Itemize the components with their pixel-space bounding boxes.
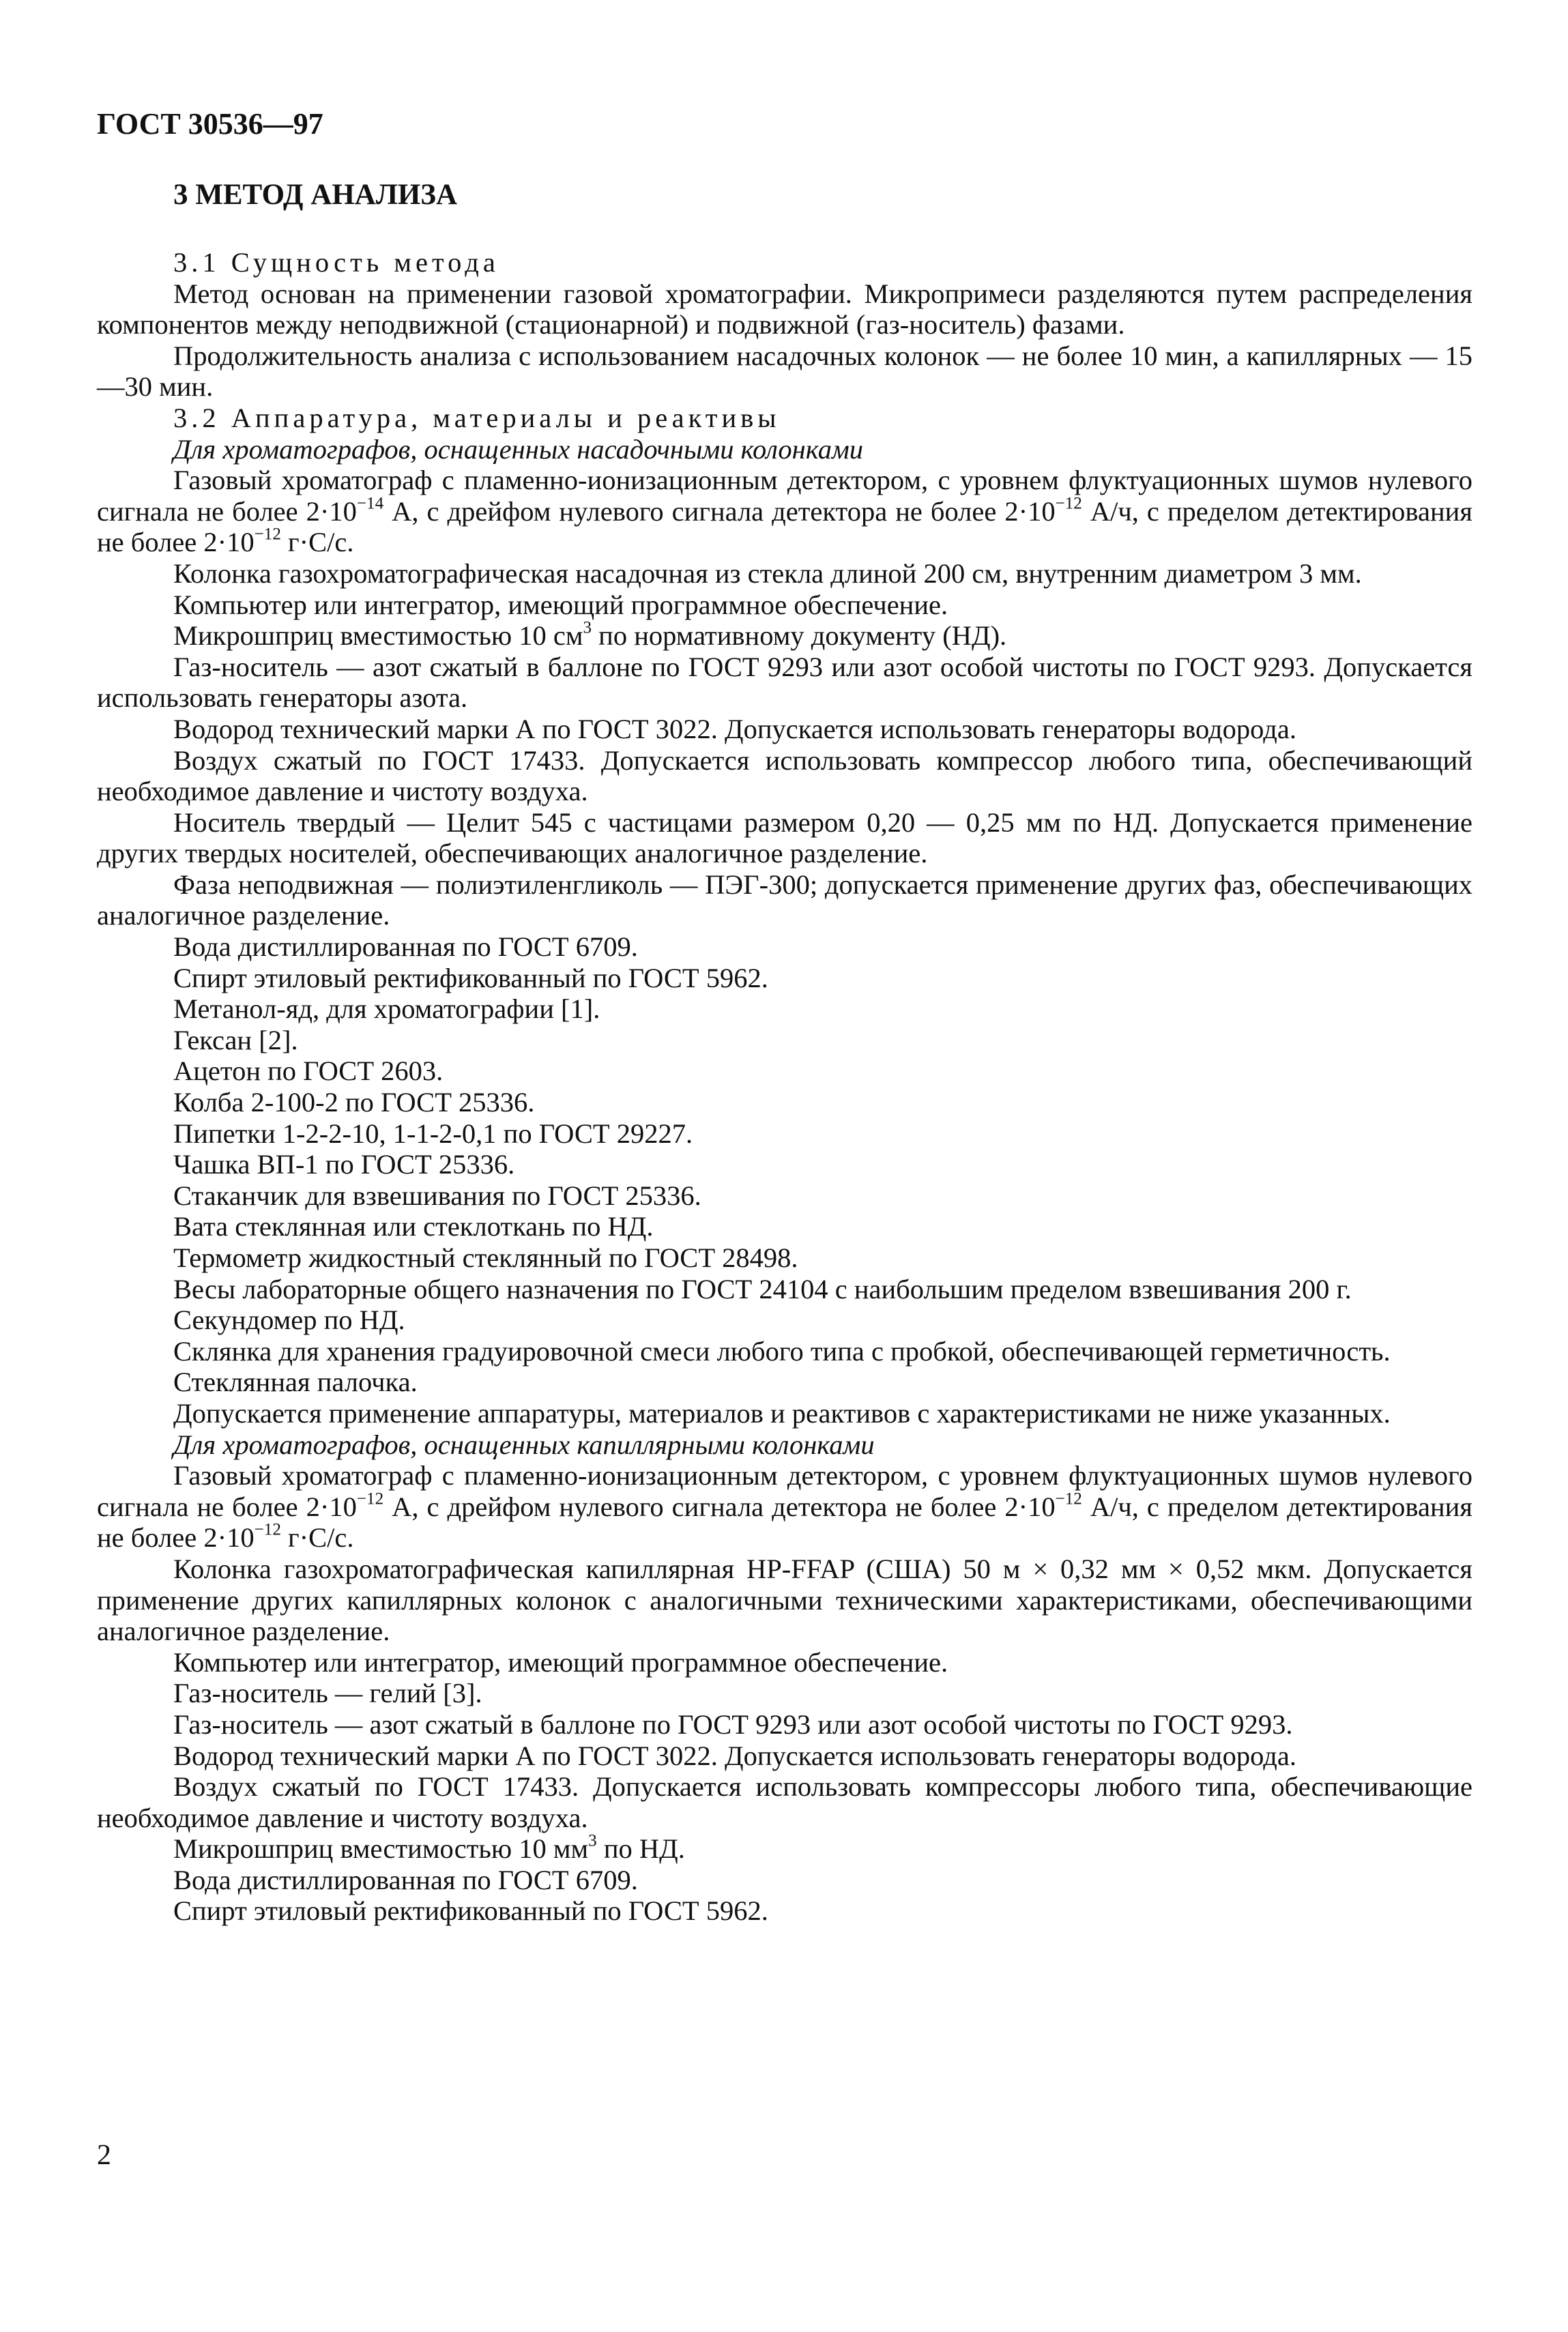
section-title: 3 МЕТОД АНАЛИЗА — [173, 179, 458, 211]
paragraph: Микрошприц вместимостью 10 $мм^3$ по НД. — [173, 1831, 685, 1865]
paragraph: Компьютер или интегратор, имеющий программное обеспечение. — [173, 1646, 948, 1678]
paragraph: Вода дистиллированная по ГОСТ 6709. — [173, 1864, 638, 1895]
paragraph: Микрошприц вместимостью 10 $см^3$ по нормативному документу (НД). — [173, 618, 1007, 652]
paragraph: Водород технический марки А по ГОСТ 3022. Допускается использовать генераторы водорода. — [173, 713, 1296, 744]
paragraph: Чашка ВП-1 по ГОСТ 25336. — [173, 1149, 515, 1180]
italic-subheading: Для хроматографов, оснащенных капиллярными колонками — [173, 1429, 875, 1460]
subsection-heading: 3.1 Сущность метода — [173, 247, 499, 278]
document-code-header: ГОСТ 30536—97 — [97, 107, 323, 141]
paragraph: Пипетки 1-2-2-10, 1-1-2-0,1 по ГОСТ 29227. — [173, 1118, 693, 1149]
paragraph: Колонка газохроматографическая капиллярная HP-FFAP (США) 50 м × 0,32 мм × 0,52 мкм. Допускается применение других капиллярных колонок с аналогичными техническими характеристиками, обеспечивающими аналогичное разделение. — [97, 1553, 1472, 1647]
paragraph: Склянка для хранения градуировочной смеси любого типа с пробкой, обеспечивающей герметичность. — [173, 1335, 1391, 1367]
paragraph: Гексан [2]. — [173, 1024, 298, 1055]
paragraph: Допускается применение аппаратуры, материалов и реактивов с характеристиками не ниже указанных. — [173, 1397, 1391, 1429]
paragraph: Газ-носитель — азот сжатый в баллоне по ГОСТ 9293 или азот особой чистоты по ГОСТ 9293. Допускается использовать генераторы азота. — [97, 651, 1472, 714]
subsection-heading: 3.2 Аппаратура, материалы и реактивы — [173, 402, 781, 433]
paragraph: Секундомер по НД. — [173, 1305, 405, 1336]
italic-subheading: Для хроматографов, оснащенных насадочными колонками — [173, 433, 864, 465]
paragraph: Газовый хроматограф с пламенно-ионизационным детектором, с уровнем флуктуационных шумов нулевого сигнала не более $2\cdot 10^{-12}$ А, с дрейфом нулевого сигнала детектора не более $2\cdot 10^{-12}$ А/ч, с пределом детектирования не более $2\cdot 10^{-12}$ г·С/с. — [97, 1460, 1472, 1554]
paragraph: Газовый хроматограф с пламенно-ионизационным детектором, с уровнем флуктуационных шумов нулевого сигнала не более $2\cdot 10^{-14}$ А, с дрейфом нулевого сигнала детектора не более $2\cdot 10^{-12}$ А/ч, с пределом детектирования не более $2\cdot 10^{-12}$ г·С/с. — [97, 465, 1472, 558]
paragraph: Водород технический марки А по ГОСТ 3022. Допускается использовать генераторы водорода. — [173, 1740, 1296, 1771]
paragraph: Термометр жидкостный стеклянный по ГОСТ 28498. — [173, 1242, 798, 1273]
paragraph: Газ-носитель — гелий [3]. — [173, 1678, 482, 1709]
paragraph: Фаза неподвижная — полиэтиленгликоль — ПЭГ-300; допускается применение других фаз, обеспечивающих аналогичное разделение. — [97, 869, 1472, 931]
paragraph: Компьютер или интегратор, имеющий программное обеспечение. — [173, 589, 948, 620]
paragraph: Воздух сжатый по ГОСТ 17433. Допускается использовать компрессоры любого типа, обеспечивающие необходимое давление и чистоту воздуха. — [97, 1771, 1472, 1833]
paragraph: Спирт этиловый ректификованный по ГОСТ 5962. — [173, 962, 768, 993]
document-body — [97, 173, 1472, 1927]
paragraph: Колонка газохроматографическая насадочная из стекла длиной 200 см, внутренним диаметром 3 мм. — [173, 557, 1362, 589]
paragraph: Воздух сжатый по ГОСТ 17433. Допускается использовать компрессор любого типа, обеспечивающий необходимое давление и чистоту воздуха. — [97, 744, 1472, 807]
paragraph: Носитель твердый — Целит 545 с частицами размером 0,20 — 0,25 мм по НД. Допускается применение других твердых носителей, обеспечивающих аналогичное разделение. — [97, 806, 1472, 869]
paragraph: Ацетон по ГОСТ 2603. — [173, 1055, 444, 1087]
paragraph: Продолжительность анализа с использованием насадочных колонок — не более 10 мин, а капиллярных — 15—30 мин. — [97, 340, 1472, 403]
paragraph: Стеклянная палочка. — [173, 1367, 418, 1398]
paragraph: Вата стеклянная или стеклоткань по НД. — [173, 1211, 654, 1242]
paragraph: Колба 2-100-2 по ГОСТ 25336. — [173, 1087, 535, 1118]
paragraph: Вода дистиллированная по ГОСТ 6709. — [173, 931, 638, 963]
paragraph: Спирт этиловый ректификованный по ГОСТ 5962. — [173, 1895, 768, 1927]
paragraph: Метанол-яд, для хроматографии [1]. — [173, 993, 600, 1025]
page-number: 2 — [97, 2140, 111, 2171]
paragraph: Метод основан на применении газовой хроматографии. Микропримеси разделяются путем распределения компонентов между неподвижной (стационарной) и подвижной (газ-носитель) фазами. — [97, 278, 1472, 340]
paragraph: Весы лабораторные общего назначения по ГОСТ 24104 с наибольшим пределом взвешивания 200 г. — [173, 1273, 1352, 1305]
paragraph: Газ-носитель — азот сжатый в баллоне по ГОСТ 9293 или азот особой чистоты по ГОСТ 9293. — [173, 1708, 1293, 1740]
paragraph: Стаканчик для взвешивания по ГОСТ 25336. — [173, 1180, 701, 1211]
